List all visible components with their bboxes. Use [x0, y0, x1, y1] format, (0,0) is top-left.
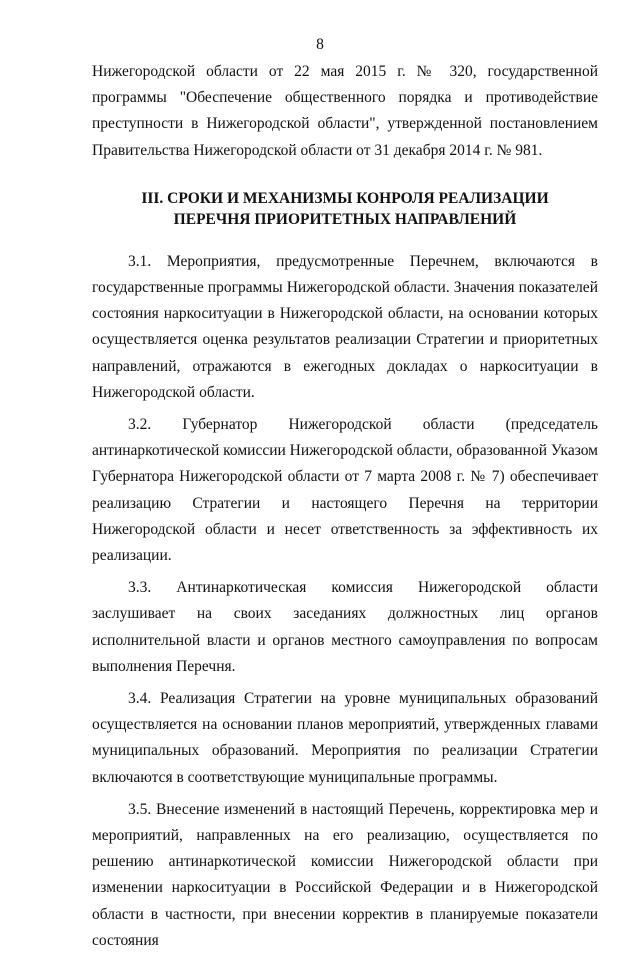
- intro-paragraph: Нижегородской области от 22 мая 2015 г. № 320, государственной программы "Обеспечение общественного порядка и противодействие преступности в Нижегородской области", утвержденной постановлением Правительства Нижегородской области от 31 декабря 2014 г. № 981.: [92, 63, 598, 159]
- document-body: [92, 59, 598, 954]
- section-heading: [92, 188, 598, 230]
- section-heading-line-1: III. СРОКИ И МЕХАНИЗМЫ КОНРОЛЯ РЕАЛИЗАЦИИ: [141, 189, 549, 207]
- paragraph-3-4: 3.4. Реализация Стратегии на уровне муниципальных образований осуществляется на основании планов мероприятий, утвержденных главами муниципальных образований. Мероприятия по реализации Стратегии включаются в соответствующие муниципальные программы.: [92, 690, 598, 786]
- page-number: 8: [316, 36, 324, 53]
- paragraph-3-1: 3.1. Мероприятия, предусмотренные Перечнем, включаются в государственные программы Нижегородской области. Значения показателей состояния наркоситуации в Нижегородской области, на основании которых осуществляется оценка результатов реализации Стратегии и приоритетных направлений, отражаются в ежегодных докладах о наркоситуации в Нижегородской области.: [92, 252, 598, 401]
- section-heading-line-2: ПЕРЕЧНЯ ПРИОРИТЕТНЫХ НАПРАВЛЕНИЙ: [173, 210, 517, 228]
- paragraph-3-2: 3.2. Губернатор Нижегородской области (председатель антинаркотической комиссии Нижегородской области, образованной Указом Губернатора Нижегородской области от 7 марта 2008 г. № 7) обеспечивает реализацию Стратегии и настоящего Перечня на территории Нижегородской области и несет ответственность за эффективность их реализации.: [92, 416, 598, 565]
- paragraph-3-3: 3.3. Антинаркотическая комиссия Нижегородской области заслушивает на своих заседаниях должностных лиц органов исполнительной власти и органов местного самоуправления по вопросам выполнения Перечня.: [92, 579, 598, 675]
- paragraph-3-5: 3.5. Внесение изменений в настоящий Перечень, корректировка мер и мероприятий, направленных на его реализацию, осуществляется по решению антинаркотической комиссии Нижегородской области при изменении наркоситуации в Российской Федерации и в Нижегородской области в частности, при внесении корректив в планируемые показатели состояния: [92, 800, 598, 949]
